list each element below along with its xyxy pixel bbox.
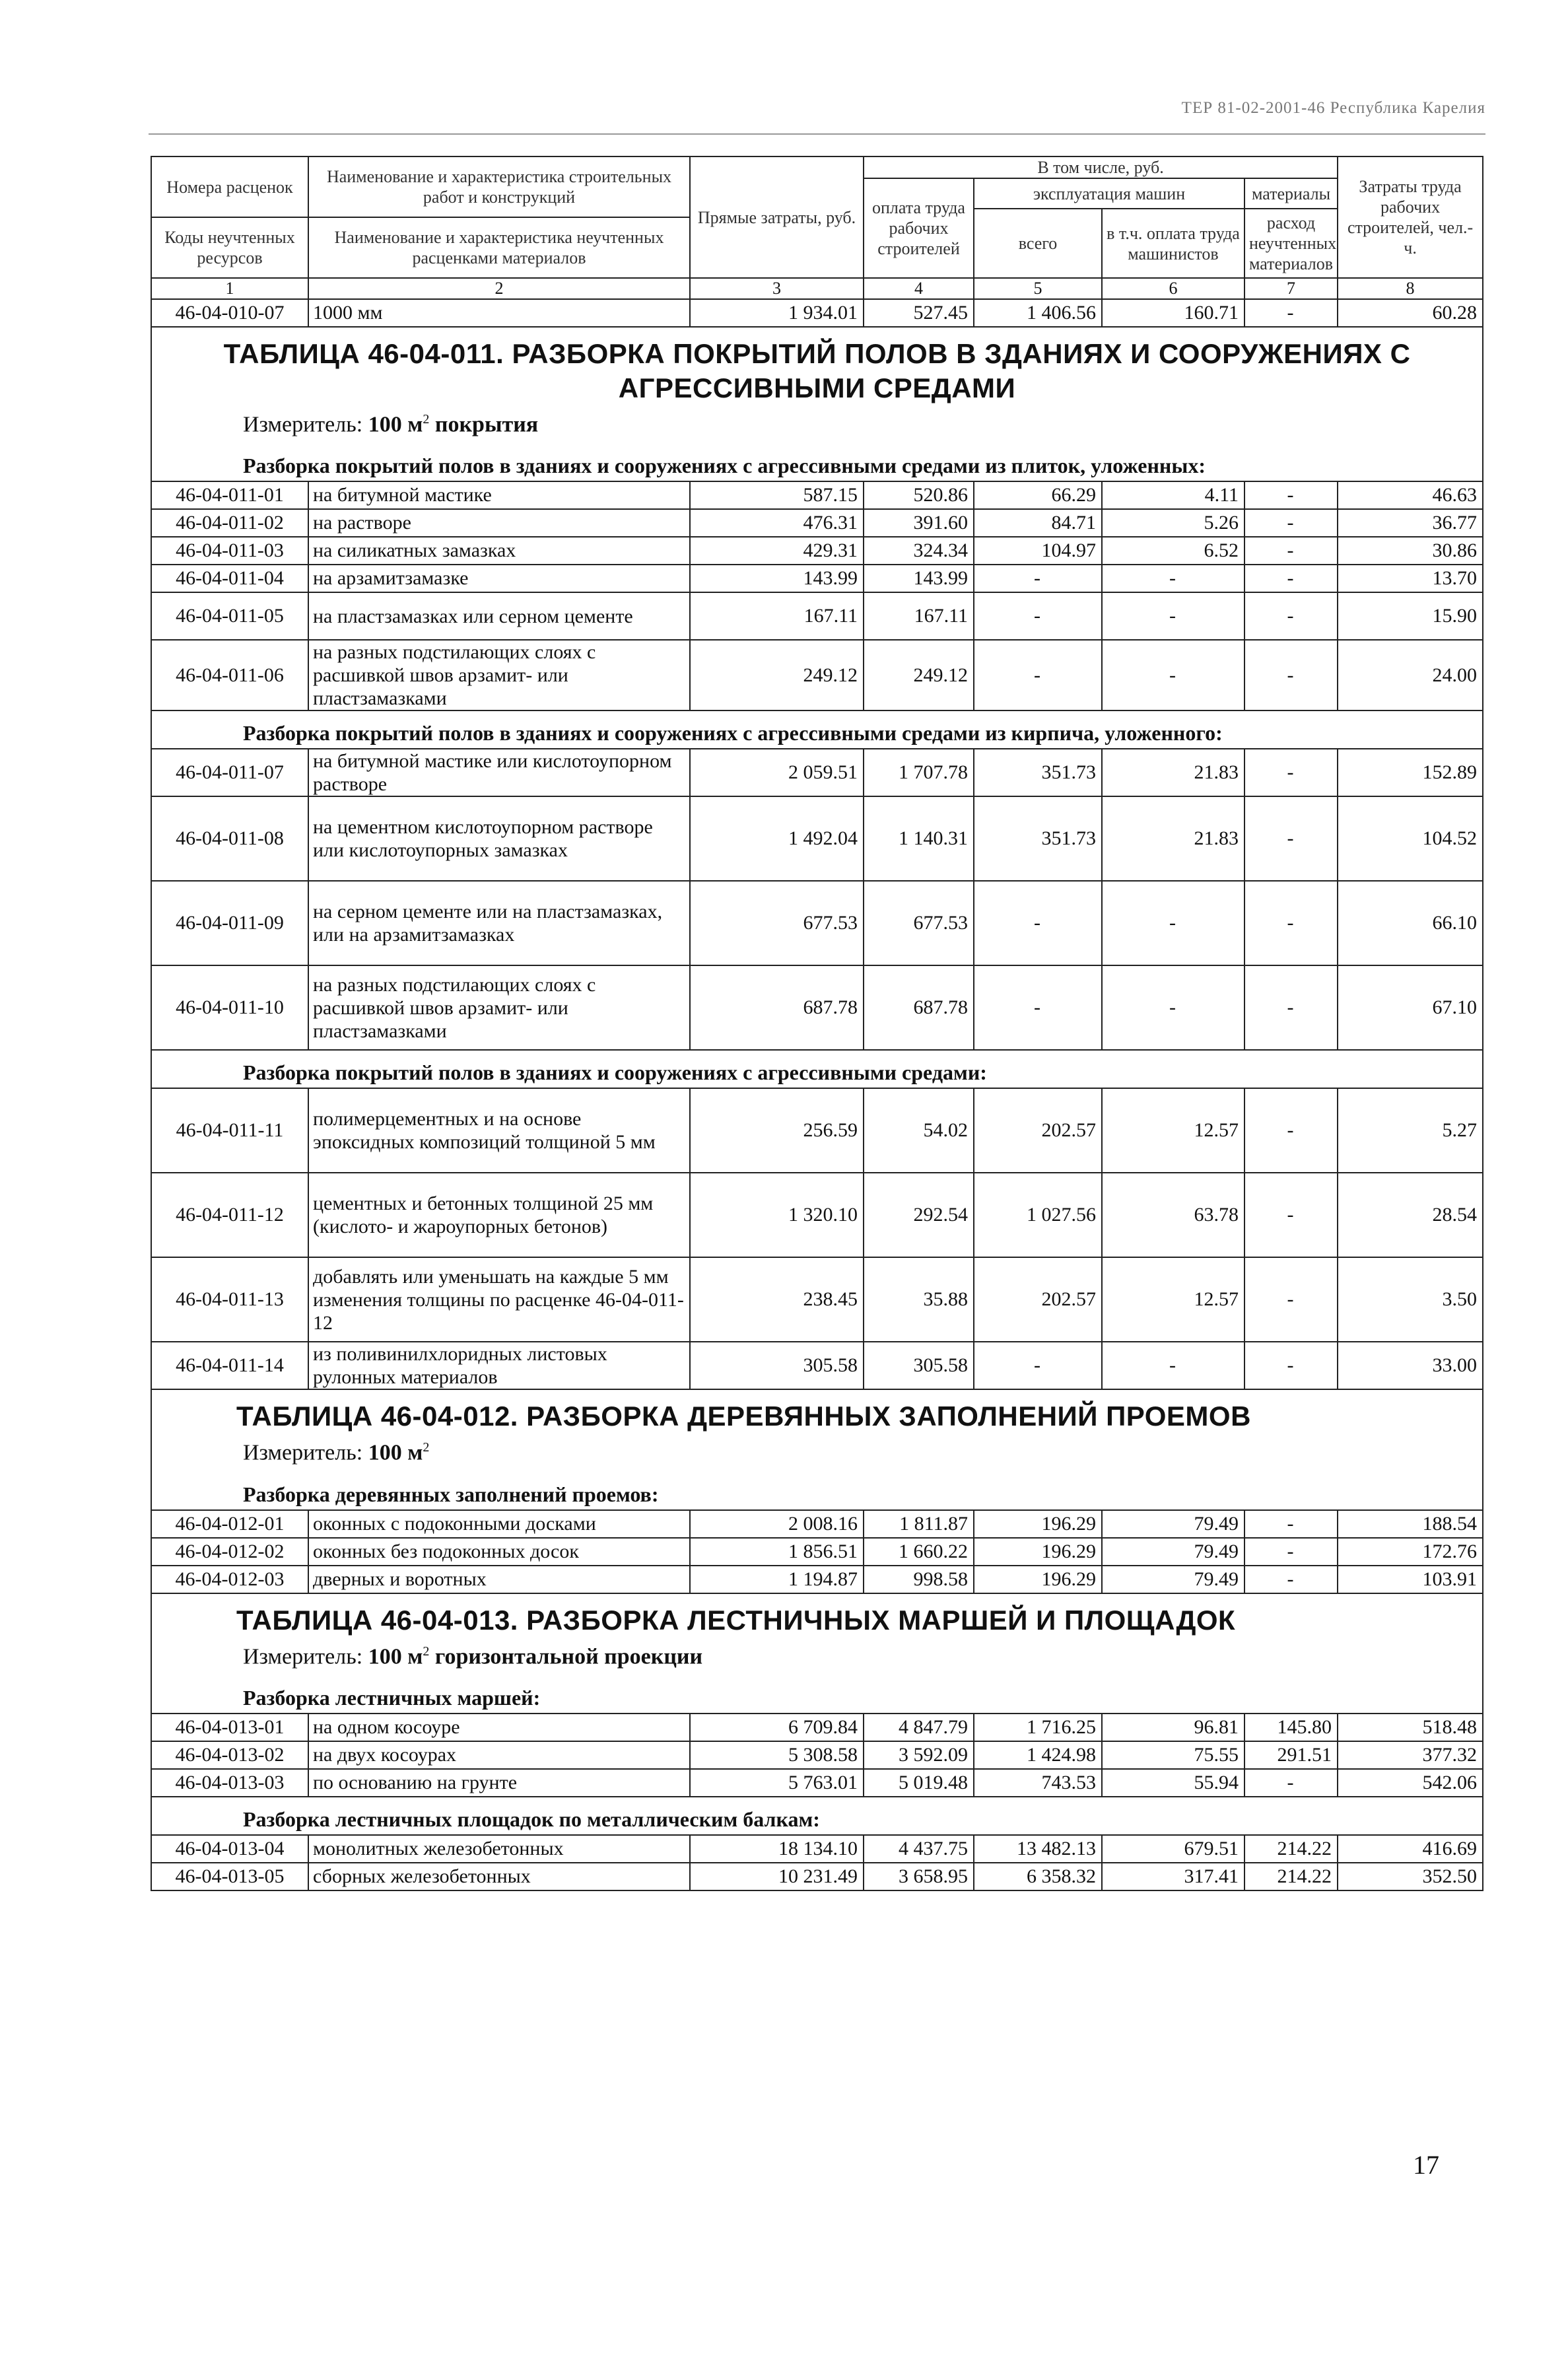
materials-cost: - [1244, 1257, 1338, 1342]
table-unit [152, 1434, 1482, 1472]
work-name: на битумной мастике [308, 481, 690, 509]
table-row [151, 1088, 1483, 1173]
worker-wage: 167.11 [864, 592, 974, 640]
worker-wage: 1 811.87 [864, 1510, 974, 1538]
materials-cost: - [1244, 537, 1338, 565]
machinist-wage: 4.11 [1102, 481, 1244, 509]
rate-code: 46-04-013-01 [151, 1714, 308, 1741]
header-divider [149, 133, 1485, 135]
work-name: оконных без подоконных досок [308, 1538, 690, 1566]
section-heading: Разборка покрытий полов в зданиях и сооружениях с агрессивными средами из кирпича, уложенного: [243, 721, 1223, 745]
labor-hours: 60.28 [1338, 299, 1483, 327]
table-row [151, 1257, 1483, 1342]
table-row [151, 481, 1483, 509]
machinist-wage: - [1102, 881, 1244, 965]
worker-wage: 1 707.78 [864, 749, 974, 796]
table-title-row [151, 1389, 1483, 1434]
work-name: на одном косоуре [308, 1714, 690, 1741]
column-number: 1 [151, 278, 308, 299]
section-heading-row [151, 444, 1483, 481]
labor-hours: 67.10 [1338, 965, 1483, 1050]
worker-wage: 527.45 [864, 299, 974, 327]
direct-cost: 1 492.04 [690, 796, 864, 881]
machinist-wage: 79.49 [1102, 1566, 1244, 1593]
machinist-wage: - [1102, 565, 1244, 592]
machinist-wage: 21.83 [1102, 796, 1244, 881]
direct-cost: 2 008.16 [690, 1510, 864, 1538]
labor-hours: 15.90 [1338, 592, 1483, 640]
header-machines: эксплуатация машин [974, 178, 1244, 209]
worker-wage: 520.86 [864, 481, 974, 509]
table-row [151, 1342, 1483, 1389]
machines-total: - [974, 592, 1102, 640]
work-name: полимерцементных и на основе эпоксидных композиций толщиной 5 мм [308, 1088, 690, 1173]
column-number: 2 [308, 278, 690, 299]
header-wage: оплата труда рабочих строителей [864, 178, 974, 278]
table-row [151, 1863, 1483, 1890]
labor-hours: 104.52 [1338, 796, 1483, 881]
materials-cost: - [1244, 1510, 1338, 1538]
rate-code: 46-04-013-02 [151, 1741, 308, 1769]
materials-cost: - [1244, 1566, 1338, 1593]
worker-wage: 3 592.09 [864, 1741, 974, 1769]
rate-code: 46-04-012-03 [151, 1566, 308, 1593]
materials-cost: - [1244, 481, 1338, 509]
work-name: дверных и воротных [308, 1566, 690, 1593]
work-name: по основанию на грунте [308, 1769, 690, 1797]
labor-hours: 377.32 [1338, 1741, 1483, 1769]
labor-hours: 24.00 [1338, 640, 1483, 710]
machines-total: - [974, 1342, 1102, 1389]
worker-wage: 143.99 [864, 565, 974, 592]
worker-wage: 391.60 [864, 509, 974, 537]
direct-cost: 1 856.51 [690, 1538, 864, 1566]
rate-code: 46-04-012-02 [151, 1538, 308, 1566]
work-name: оконных с подоконными досками [308, 1510, 690, 1538]
header-materials-name: Наименование и характеристика неучтенных расценками материалов [308, 217, 690, 278]
machinist-wage: 21.83 [1102, 749, 1244, 796]
rate-code: 46-04-013-04 [151, 1835, 308, 1863]
rate-code: 46-04-011-07 [151, 749, 308, 796]
labor-hours: 416.69 [1338, 1835, 1483, 1863]
materials-cost: - [1244, 640, 1338, 710]
unit-description: горизонтальной проекции [429, 1644, 703, 1669]
rate-code: 46-04-011-04 [151, 565, 308, 592]
header-resource-code: Коды неучтенных ресурсов [151, 217, 308, 278]
materials-cost: 291.51 [1244, 1741, 1338, 1769]
machinist-wage: 679.51 [1102, 1835, 1244, 1863]
rate-code: 46-04-011-13 [151, 1257, 308, 1342]
direct-cost: 305.58 [690, 1342, 864, 1389]
rate-code: 46-04-011-14 [151, 1342, 308, 1389]
machinist-wage: 12.57 [1102, 1257, 1244, 1342]
worker-wage: 3 658.95 [864, 1863, 974, 1890]
header-code: Номера расценок [151, 156, 308, 217]
materials-cost: 214.22 [1244, 1835, 1338, 1863]
machines-total: 1 424.98 [974, 1741, 1102, 1769]
machines-total: 743.53 [974, 1769, 1102, 1797]
materials-cost: - [1244, 565, 1338, 592]
table-unit-row [151, 405, 1483, 444]
labor-hours: 3.50 [1338, 1257, 1483, 1342]
labor-hours: 172.76 [1338, 1538, 1483, 1566]
direct-cost: 687.78 [690, 965, 864, 1050]
machinist-wage: 96.81 [1102, 1714, 1244, 1741]
unit-value: 100 м [368, 1440, 423, 1465]
materials-cost: - [1244, 881, 1338, 965]
work-name: на растворе [308, 509, 690, 537]
machines-total: 13 482.13 [974, 1835, 1102, 1863]
work-name: на цементном кислотоупорном растворе или кислотоупорных замазках [308, 796, 690, 881]
table-row [151, 1714, 1483, 1741]
machinist-wage: - [1102, 965, 1244, 1050]
machines-total: - [974, 565, 1102, 592]
table-unit-row [151, 1638, 1483, 1676]
table-row [151, 796, 1483, 881]
price-document [151, 156, 1482, 1891]
labor-hours: 103.91 [1338, 1566, 1483, 1593]
work-name: цементных и бетонных толщиной 25 мм (кислото- и жароупорных бетонов) [308, 1173, 690, 1257]
rate-code: 46-04-011-12 [151, 1173, 308, 1257]
header-direct-costs: Прямые затраты, руб. [690, 156, 864, 278]
rate-code: 46-04-011-10 [151, 965, 308, 1050]
worker-wage: 54.02 [864, 1088, 974, 1173]
machines-total: 351.73 [974, 749, 1102, 796]
work-name: на пластзамазках или серном цементе [308, 592, 690, 640]
worker-wage: 5 019.48 [864, 1769, 974, 1797]
work-name: на серном цементе или на пластзамазках, или на арзамитзамазках [308, 881, 690, 965]
labor-hours: 28.54 [1338, 1173, 1483, 1257]
direct-cost: 587.15 [690, 481, 864, 509]
table-unit [152, 1638, 1482, 1676]
machines-total: 196.29 [974, 1538, 1102, 1566]
labor-hours: 13.70 [1338, 565, 1483, 592]
direct-cost: 249.12 [690, 640, 864, 710]
materials-cost: - [1244, 965, 1338, 1050]
rate-code: 46-04-011-03 [151, 537, 308, 565]
section-heading-row [151, 1676, 1483, 1714]
unit-label: Измеритель: [243, 1440, 363, 1465]
machinist-wage: 79.49 [1102, 1510, 1244, 1538]
section-heading: Разборка лестничных площадок по металлическим балкам: [243, 1807, 820, 1831]
worker-wage: 1 660.22 [864, 1538, 974, 1566]
materials-cost: 145.80 [1244, 1714, 1338, 1741]
column-numbers-row [151, 278, 1483, 299]
materials-cost: - [1244, 1538, 1338, 1566]
table-title-row [151, 327, 1483, 405]
machinist-wage: 5.26 [1102, 509, 1244, 537]
rate-code: 46-04-013-05 [151, 1863, 308, 1890]
labor-hours: 518.48 [1338, 1714, 1483, 1741]
worker-wage: 998.58 [864, 1566, 974, 1593]
unit-exponent: 2 [423, 412, 430, 427]
section-heading-row [151, 1050, 1483, 1088]
column-number: 7 [1244, 278, 1338, 299]
table-row [151, 881, 1483, 965]
machines-total: 66.29 [974, 481, 1102, 509]
table-row [151, 1835, 1483, 1863]
column-number: 6 [1102, 278, 1244, 299]
work-name: добавлять или уменьшать на каждые 5 мм изменения толщины по расценке 46-04-011-12 [308, 1257, 690, 1342]
work-name: на двух косоурах [308, 1741, 690, 1769]
table-title-row [151, 1593, 1483, 1638]
materials-cost: - [1244, 592, 1338, 640]
work-name: на разных подстилающих слоях с расшивкой швов арзамит- или пластзамазками [308, 965, 690, 1050]
machinist-wage: - [1102, 1342, 1244, 1389]
table-row [151, 299, 1483, 327]
labor-hours: 33.00 [1338, 1342, 1483, 1389]
header-labor: Затраты труда рабочих строителей, чел.-ч. [1338, 156, 1483, 278]
machines-total: 1 406.56 [974, 299, 1102, 327]
machines-total: 1 716.25 [974, 1714, 1102, 1741]
rate-code: 46-04-011-11 [151, 1088, 308, 1173]
unit-exponent: 2 [423, 1440, 430, 1455]
worker-wage: 4 847.79 [864, 1714, 974, 1741]
worker-wage: 4 437.75 [864, 1835, 974, 1863]
rate-code: 46-04-011-08 [151, 796, 308, 881]
table-row [151, 565, 1483, 592]
rate-code: 46-04-011-09 [151, 881, 308, 965]
table-title: ТАБЛИЦА 46-04-013. РАЗБОРКА ЛЕСТНИЧНЫХ МАРШЕЙ И ПЛОЩАДОК [236, 1604, 1236, 1636]
direct-cost: 18 134.10 [690, 1835, 864, 1863]
section-heading-row [151, 710, 1483, 749]
column-number: 8 [1338, 278, 1483, 299]
materials-cost: 214.22 [1244, 1863, 1338, 1890]
worker-wage: 677.53 [864, 881, 974, 965]
direct-cost: 1 934.01 [690, 299, 864, 327]
column-number: 3 [690, 278, 864, 299]
work-name: на силикатных замазках [308, 537, 690, 565]
section-heading-row [151, 1797, 1483, 1835]
machines-total: 104.97 [974, 537, 1102, 565]
direct-cost: 5 308.58 [690, 1741, 864, 1769]
machinist-wage: 79.49 [1102, 1538, 1244, 1566]
labor-hours: 66.10 [1338, 881, 1483, 965]
machines-total: 202.57 [974, 1088, 1102, 1173]
direct-cost: 143.99 [690, 565, 864, 592]
labor-hours: 46.63 [1338, 481, 1483, 509]
machines-total: 6 358.32 [974, 1863, 1102, 1890]
table-row [151, 749, 1483, 796]
labor-hours: 5.27 [1338, 1088, 1483, 1173]
rate-code: 46-04-013-03 [151, 1769, 308, 1797]
rate-code: 46-04-012-01 [151, 1510, 308, 1538]
machinist-wage: 317.41 [1102, 1863, 1244, 1890]
header-including: В том числе, руб. [864, 156, 1338, 178]
direct-cost: 1 194.87 [690, 1566, 864, 1593]
table-row [151, 1741, 1483, 1769]
header-materials: материалы [1244, 178, 1338, 209]
machinist-wage: 160.71 [1102, 299, 1244, 327]
table-row [151, 640, 1483, 710]
direct-cost: 476.31 [690, 509, 864, 537]
work-name: монолитных железобетонных [308, 1835, 690, 1863]
table-row [151, 537, 1483, 565]
section-heading: Разборка лестничных маршей: [243, 1685, 541, 1710]
machines-total: - [974, 640, 1102, 710]
worker-wage: 324.34 [864, 537, 974, 565]
materials-cost: - [1244, 1342, 1338, 1389]
materials-cost: - [1244, 509, 1338, 537]
direct-cost: 167.11 [690, 592, 864, 640]
rate-code: 46-04-010-07 [151, 299, 308, 327]
machinist-wage: 55.94 [1102, 1769, 1244, 1797]
direct-cost: 677.53 [690, 881, 864, 965]
machinist-wage: - [1102, 592, 1244, 640]
rate-code: 46-04-011-05 [151, 592, 308, 640]
table-header-row [151, 156, 1483, 178]
unit-value: 100 м [368, 1644, 423, 1669]
header-machines-total: всего [974, 209, 1102, 278]
materials-cost: - [1244, 1173, 1338, 1257]
work-name: сборных железобетонных [308, 1863, 690, 1890]
machines-total: 196.29 [974, 1510, 1102, 1538]
direct-cost: 6 709.84 [690, 1714, 864, 1741]
labor-hours: 542.06 [1338, 1769, 1483, 1797]
unit-label: Измеритель: [243, 412, 363, 437]
section-heading: Разборка покрытий полов в зданиях и сооружениях с агрессивными средами: [243, 1060, 987, 1085]
machines-total: 202.57 [974, 1257, 1102, 1342]
machinist-wage: 12.57 [1102, 1088, 1244, 1173]
work-name: 1000 мм [308, 299, 690, 327]
worker-wage: 1 140.31 [864, 796, 974, 881]
unit-description: покрытия [429, 412, 539, 437]
table-row [151, 1510, 1483, 1538]
price-table [151, 156, 1483, 1891]
worker-wage: 249.12 [864, 640, 974, 710]
section-heading: Разборка покрытий полов в зданиях и сооружениях с агрессивными средами из плиток, уложенных: [243, 454, 1206, 478]
direct-cost: 5 763.01 [690, 1769, 864, 1797]
machines-total: 196.29 [974, 1566, 1102, 1593]
machinist-wage: - [1102, 640, 1244, 710]
table-title: ТАБЛИЦА 46-04-011. РАЗБОРКА ПОКРЫТИЙ ПОЛОВ В ЗДАНИЯХ И СООРУЖЕНИЯХ С АГРЕССИВНЫМИ СРЕДАМИ [223, 338, 1411, 403]
machinist-wage: 63.78 [1102, 1173, 1244, 1257]
direct-cost: 1 320.10 [690, 1173, 864, 1257]
materials-cost: - [1244, 1088, 1338, 1173]
column-number: 5 [974, 278, 1102, 299]
materials-cost: - [1244, 299, 1338, 327]
header-machinist-wage: в т.ч. оплата труда машинистов [1102, 209, 1244, 278]
rate-code: 46-04-011-06 [151, 640, 308, 710]
table-row [151, 592, 1483, 640]
direct-cost: 10 231.49 [690, 1863, 864, 1890]
page-header: ТЕР 81-02-2001-46 Республика Карелия [1181, 99, 1485, 117]
table-row [151, 1566, 1483, 1593]
rate-code: 46-04-011-02 [151, 509, 308, 537]
direct-cost: 2 059.51 [690, 749, 864, 796]
machines-total: 1 027.56 [974, 1173, 1102, 1257]
labor-hours: 152.89 [1338, 749, 1483, 796]
labor-hours: 188.54 [1338, 1510, 1483, 1538]
unit-exponent: 2 [423, 1644, 430, 1659]
unit-value: 100 м [368, 412, 423, 437]
table-unit [152, 405, 1482, 444]
column-number: 4 [864, 278, 974, 299]
section-heading-row [151, 1472, 1483, 1510]
work-name: на арзамитзамазке [308, 565, 690, 592]
work-name: на разных подстилающих слоях с расшивкой швов арзамит- или пластзамазками [308, 640, 690, 710]
section-heading: Разборка деревянных заполнений проемов: [243, 1482, 659, 1506]
machinist-wage: 6.52 [1102, 537, 1244, 565]
table-row [151, 965, 1483, 1050]
unit-label: Измеритель: [243, 1644, 363, 1669]
page-number: 17 [1413, 2150, 1439, 2180]
materials-cost: - [1244, 1769, 1338, 1797]
rate-code: 46-04-011-01 [151, 481, 308, 509]
worker-wage: 305.58 [864, 1342, 974, 1389]
machines-total: - [974, 965, 1102, 1050]
table-row [151, 509, 1483, 537]
machinist-wage: 75.55 [1102, 1741, 1244, 1769]
header-work-name: Наименование и характеристика строительных работ и конструкций [308, 156, 690, 217]
table-title: ТАБЛИЦА 46-04-012. РАЗБОРКА ДЕРЕВЯННЫХ ЗАПОЛНЕНИЙ ПРОЕМОВ [236, 1401, 1251, 1432]
table-unit-row [151, 1434, 1483, 1472]
machines-total: 351.73 [974, 796, 1102, 881]
machines-total: - [974, 881, 1102, 965]
worker-wage: 687.78 [864, 965, 974, 1050]
table-row [151, 1769, 1483, 1797]
labor-hours: 352.50 [1338, 1863, 1483, 1890]
table-row [151, 1173, 1483, 1257]
direct-cost: 256.59 [690, 1088, 864, 1173]
table-row [151, 1538, 1483, 1566]
worker-wage: 292.54 [864, 1173, 974, 1257]
direct-cost: 238.45 [690, 1257, 864, 1342]
work-name: из поливинилхлоридных листовых рулонных материалов [308, 1342, 690, 1389]
materials-cost: - [1244, 749, 1338, 796]
labor-hours: 30.86 [1338, 537, 1483, 565]
worker-wage: 35.88 [864, 1257, 974, 1342]
work-name: на битумной мастике или кислотоупорном растворе [308, 749, 690, 796]
direct-cost: 429.31 [690, 537, 864, 565]
labor-hours: 36.77 [1338, 509, 1483, 537]
machines-total: 84.71 [974, 509, 1102, 537]
materials-cost: - [1244, 796, 1338, 881]
header-unaccounted-materials: расход неучтенных материалов [1244, 209, 1338, 278]
